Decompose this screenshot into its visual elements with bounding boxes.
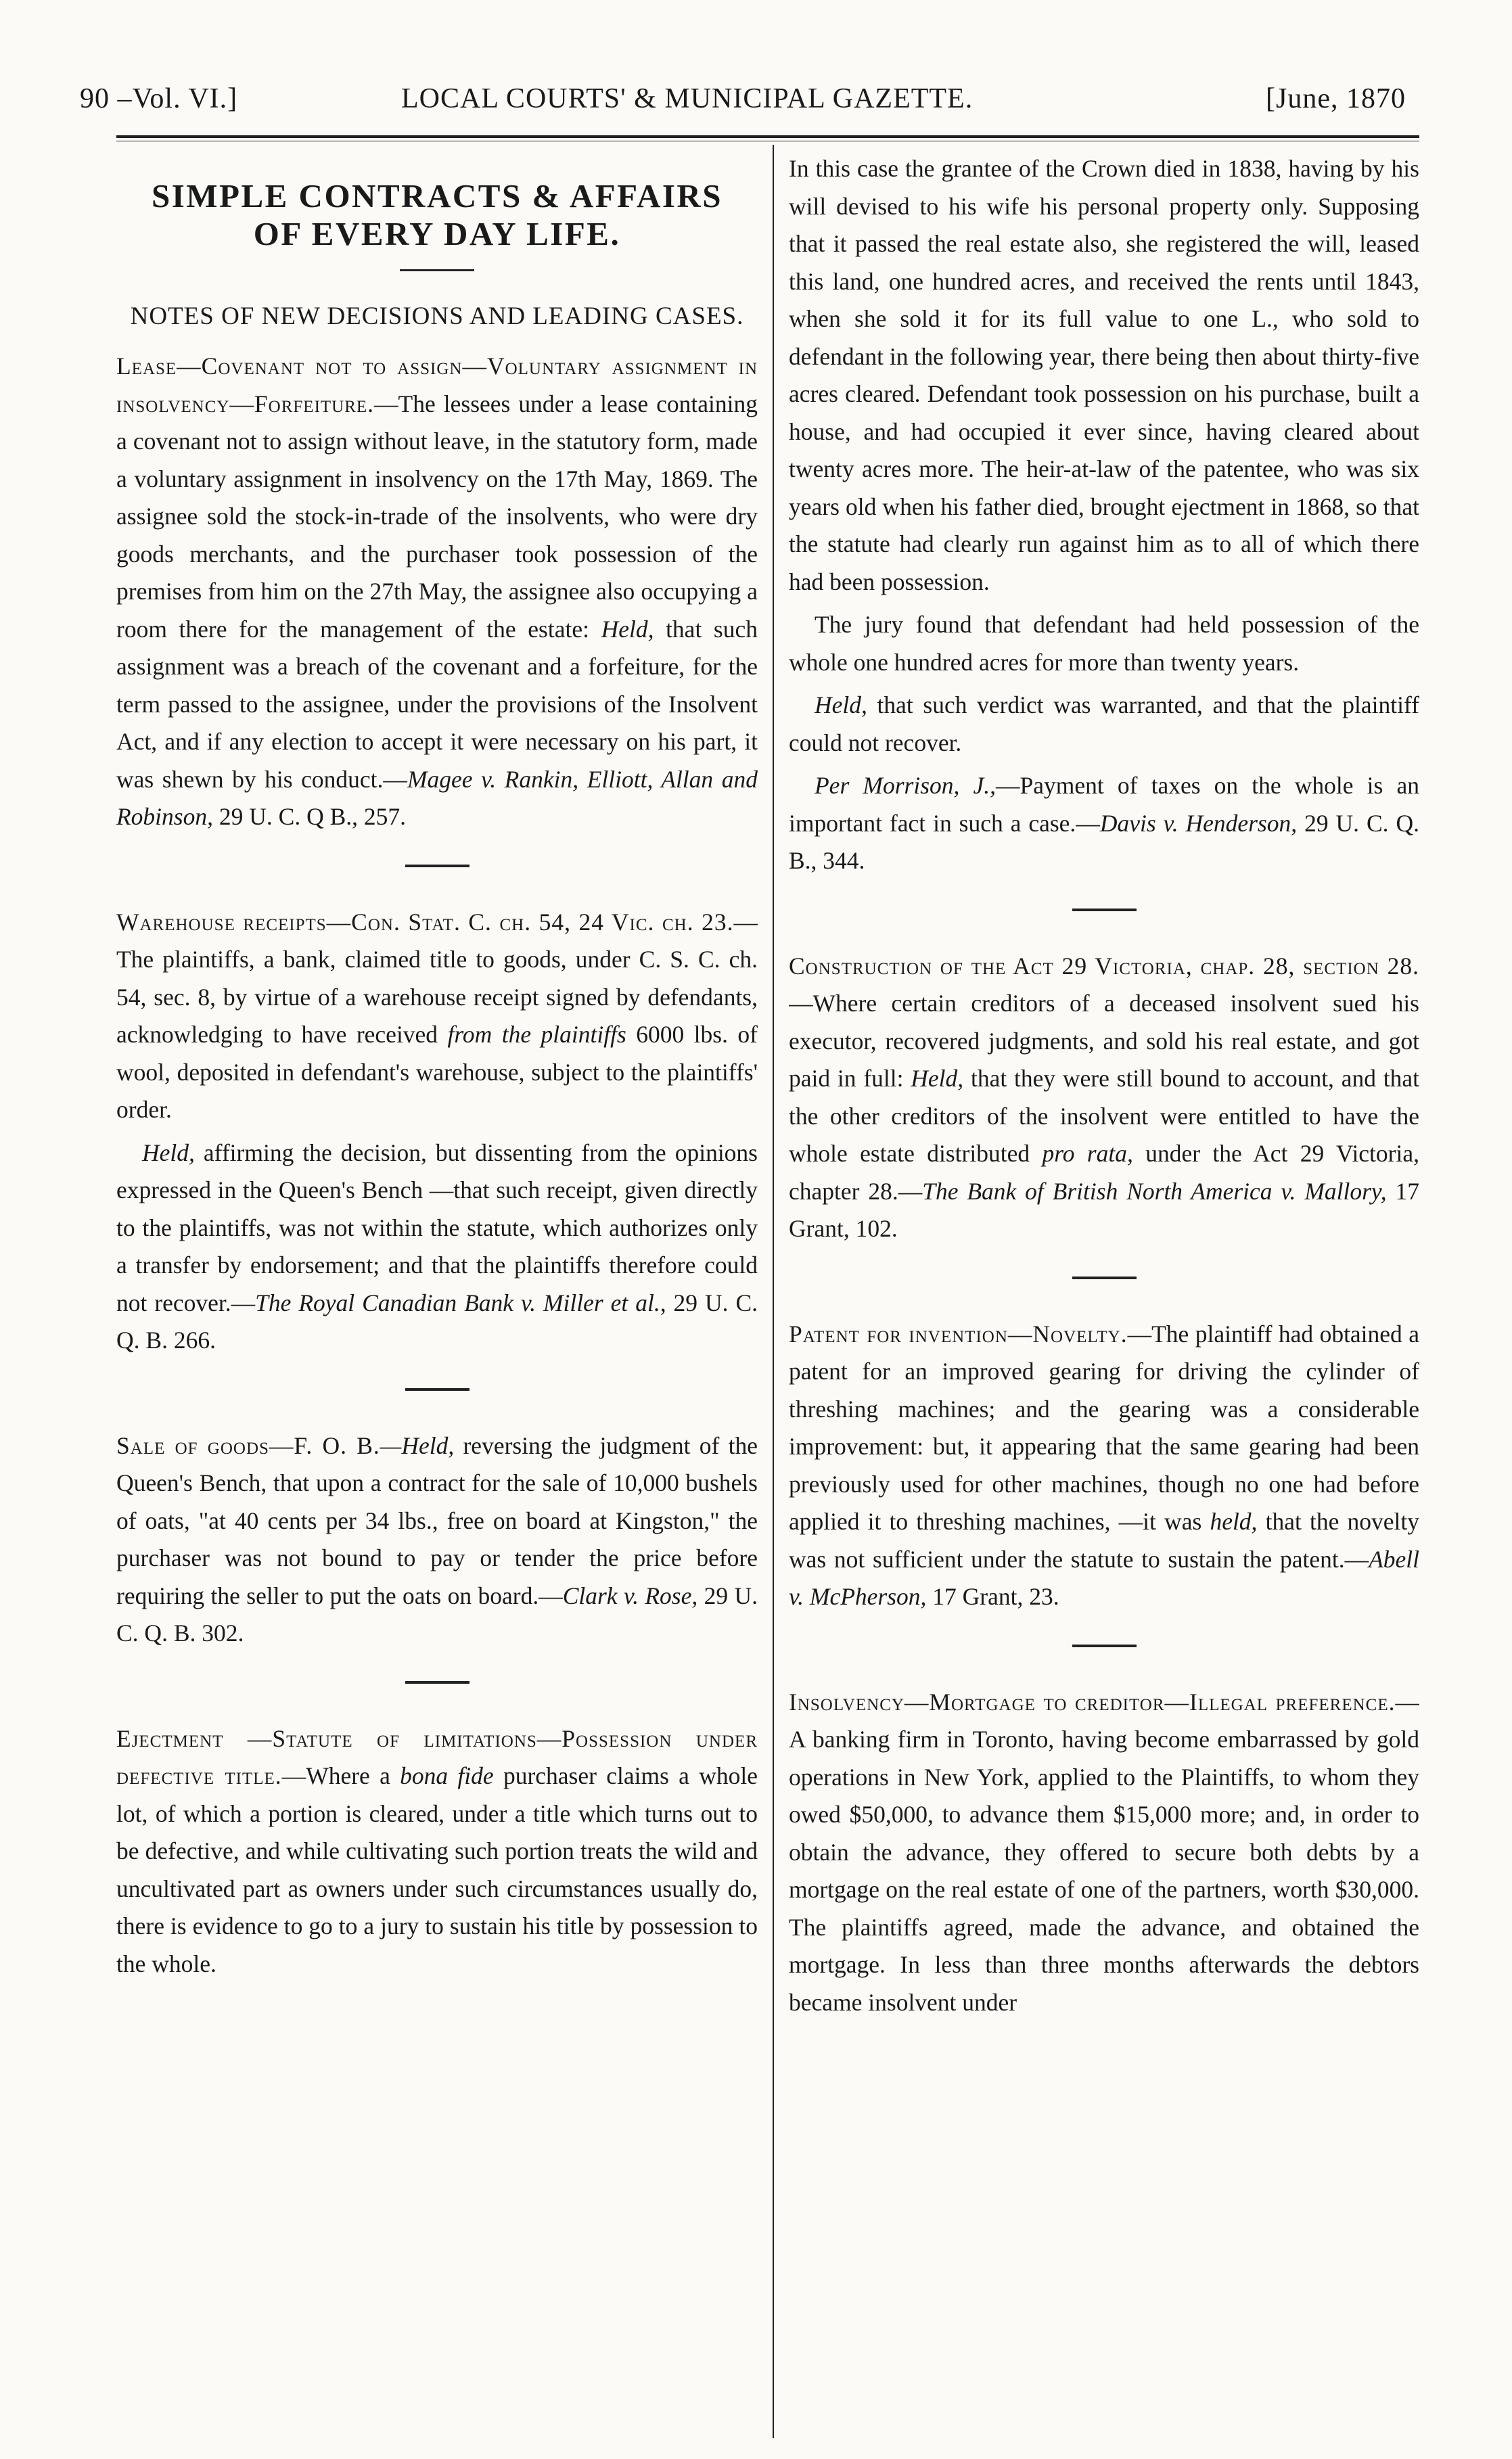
entry-held: Held, that such verdict was warranted, and that the plaintiff could not recover.: [789, 691, 1419, 756]
entry-separator: [1072, 1645, 1137, 1647]
page-number-volume: 90 –Vol. VI.]: [80, 83, 238, 114]
entry-warehouse-held: Held, affirming the decision, but dissenting from the opinions expressed in the Queen's Bench —that such receipt, given directly to the plaintiffs, was not within the statute, which authorizes only a transfer by endorsement; and that the plaintiffs therefore could not recover.—The Royal Canadian Bank v. Miller et al., 29 U. C. Q. B. 266.: [116, 1139, 758, 1354]
case-citation: 17 Grant, 102.: [789, 1177, 1419, 1242]
entry-separator: [1072, 1277, 1137, 1279]
case-citation: 29 U. C. Q. B. 302.: [116, 1582, 758, 1647]
entry-per-morrison: Per Morrison, J.,—Payment of taxes on the whole is an important fact in such a case.—Davis v. Henderson, 29 U. C. Q. B., 344.: [789, 772, 1419, 874]
publication-title: LOCAL COURTS' & MUNICIPAL GAZETTE.: [401, 83, 973, 114]
section-title: SIMPLE CONTRACTS & AFFAIRS OF EVERY DAY LIFE.: [151, 177, 723, 252]
entry-separator: [405, 1388, 469, 1391]
case-name: Abell v. McPherson,: [789, 1545, 1419, 1610]
entry-patent: Patent for invention—Novelty.—The plaintiff had obtained a patent for an improved gearing for driving the cylinder of threshing machines; and the gearing was a considerable improvement: but, it appearing that the same gearing had been previously used for other machines, though no one had before applied it to threshing machines, —it was held, that the novelty was not sufficient under the statute to sustain the patent.—Abell v. McPherson, 17 Grant, 23.: [789, 1320, 1419, 1610]
issue-date: [June, 1870: [1266, 83, 1406, 114]
entry-heading: Warehouse receipts—Con. Stat. C. ch. 54, 24 Vic. ch. 23.: [116, 908, 734, 936]
entry-heading: Lease—Covenant not to assign—Voluntary assignment in insolvency—Forfeiture.: [116, 352, 758, 417]
entry-heading: Patent for invention—Novelty.: [789, 1320, 1128, 1348]
title-rule: [400, 269, 474, 271]
entry-jury-finding: The jury found that defendant had held possession of the whole one hundred acres for more than twenty years.: [789, 611, 1419, 676]
case-name: The Bank of British North America v. Mallory,: [922, 1177, 1387, 1205]
entry-separator: [405, 1681, 469, 1684]
section-subtitle: NOTES OF NEW DECISIONS AND LEADING CASES.: [130, 302, 744, 330]
entry-construction: Construction of the Act 29 Victoria, chap. 28, section 28.—Where certain creditors of a deceased insolvent sued his executor, recovered judgments, and sold his real estate, and got paid in full: Held, that they were still bound to account, and that the other creditors of the insolvent were entitled to have the whole estate distributed pro rata, under the Act 29 Victoria, chapter 28.—The Bank of British North America v. Mallory, 17 Grant, 102.: [789, 952, 1419, 1242]
entry-ejectment-continued: In this case the grantee of the Crown died in 1838, having by his will devised to his wife his personal property only. Supposing that it passed the real estate also, she registered the will, leased this land, one hundred acres, and received the rents until 1843, when she sold it for its full value to one L., who sold to defendant in the following year, there being then about thirty-five acres cleared. Defendant took possession on his purchase, built a house, and had occupied it ever since, having cleared about twenty acres more. The heir-at-law of the patentee, who was six years old when his father died, brought ejectment in 1868, so that the statute had clearly run against him as to all of which there had been possession.: [789, 155, 1419, 595]
case-citation: 17 Grant, 23.: [926, 1583, 1059, 1610]
entry-ejectment: Ejectment —Statute of limitations—Possession under defective title.—Where a bona fide purchaser claims a whole lot, of which a portion is cleared, under a title which turns out to be defective, and while cultivating such portion treats the wild and uncultivated part as owners under such circumstances usually do, there is evidence to go to a jury to sustain his title by possession to the whole.: [116, 1724, 758, 1977]
entry-separator: [1072, 909, 1137, 911]
case-citation: 29 U. C. Q. B. 266.: [116, 1289, 758, 1354]
entry-warehouse: Warehouse receipts—Con. Stat. C. ch. 54, 24 Vic. ch. 23.—The plaintiffs, a bank, claimed title to goods, under C. S. C. ch. 54, sec. 8, by virtue of a warehouse receipt signed by defendants, acknowledging to have received from the plaintiffs 6000 lbs. of wool, deposited in defendant's warehouse, subject to the plaintiffs' order.: [116, 908, 758, 1123]
case-name: The Royal Canadian Bank v. Miller et al.,: [255, 1289, 666, 1316]
case-citation: 29 U. C. Q. B., 344.: [789, 809, 1419, 874]
entry-sale: Sale of goods—F. O. B.—Held, reversing the judgment of the Queen's Bench, that upon a contract for the sale of 10,000 bushels of oats, "at 40 cents per 34 lbs., free on board at Kingston," the purchaser was not bound to pay or tender the price before requiring the seller to put the oats on board.—Clark v. Rose, 29 U. C. Q. B. 302.: [116, 1431, 758, 1647]
case-name: Davis v. Henderson,: [1099, 809, 1298, 837]
entry-insolvency: Insolvency—Mortgage to creditor—Illegal preference.—A banking firm in Toronto, having become embarrassed by gold operations in New York, applied to the Plaintiffs, to whom they owed $50,000, to advance them $15,000 more; and, in order to obtain the advance, they offered to secure both debts by a mortgage on the real estate of one of the partners, worth $30,000. The plaintiffs agreed, made the advance, and obtained the mortgage. In less than three months afterwards the debtors became insolvent under: [789, 1688, 1419, 2016]
entry-heading: Insolvency—Mortgage to creditor—Illegal preference.: [789, 1688, 1396, 1716]
entry-heading: Construction of the Act 29 Victoria, chap. 28, section 28.: [789, 952, 1419, 980]
case-name: Clark v. Rose,: [562, 1582, 698, 1609]
left-column: [116, 150, 758, 2437]
case-name: Magee v. Rankin, Elliott, Allan and Robinson,: [116, 765, 758, 830]
entry-heading: Ejectment —Statute of limitations—Possession under defective title.: [116, 1724, 758, 1789]
right-column: [789, 150, 1419, 2437]
running-head: [80, 83, 1406, 130]
case-citation: 29 U. C. Q B., 257.: [213, 803, 407, 830]
header-rule: [116, 135, 1419, 138]
entry-heading: Sale of goods—F. O. B.: [116, 1431, 380, 1459]
entry-lease: Lease—Covenant not to assign—Voluntary assignment in insolvency—Forfeiture.—The lessees under a lease containing a covenant not to assign without leave, in the statutory form, made a voluntary assignment in insolvency on the 17th May, 1869. The assignee sold the stock-in-trade of the insolvents, who were dry goods merchants, and the purchaser took possession of the premises from him on the 27th May, the assignee also occupying a room there for the management of the estate: Held, that such assignment was a breach of the covenant and a forfeiture, for the term passed to the assignee, under the provisions of the Insolvent Act, and if any election to accept it were necessary on his part, it was shewn by his conduct.—Magee v. Rankin, Elliott, Allan and Robinson, 29 U. C. Q B., 257.: [116, 352, 758, 830]
entry-separator: [405, 865, 469, 867]
column-divider: [773, 145, 774, 2438]
